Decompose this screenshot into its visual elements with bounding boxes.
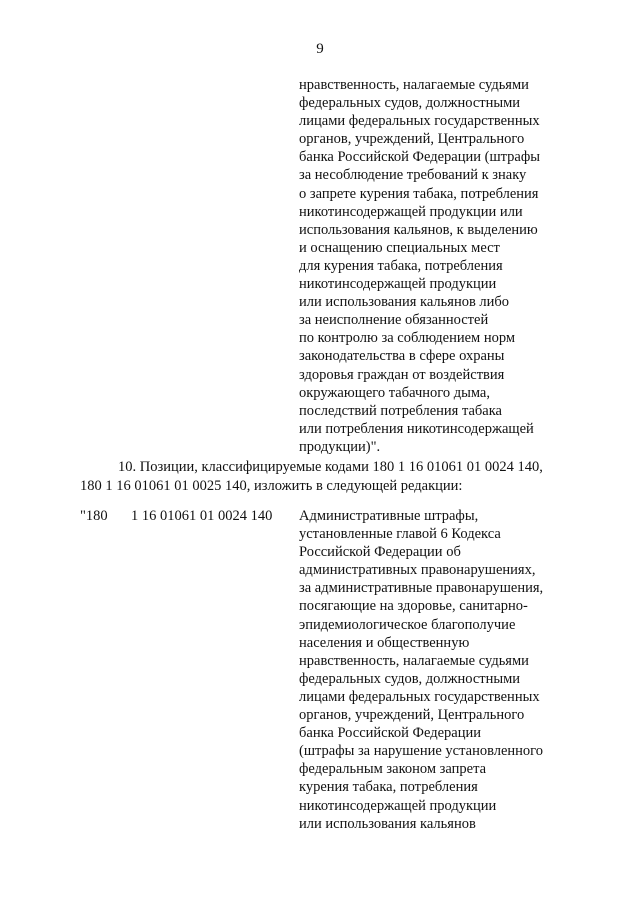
new-entry-description: Административные штрафы, установленные главой 6 Кодекса Российской Федерации об административных правонарушениях, за административные правонарушения, посягающие на здоровье, санитарно- эпидемиологическое благополучие населения и общественную нравственность, налагаемые судьями федеральных судов, должностными лицами федеральных государственных органов, учреждений, Центрального банка Российской Федерации (штрафы за нарушение установленного федеральным законом запрета курения табака, потребления никотинсодержащей продукции или использования кальянов (299, 508, 544, 832)
budget-classification-code: 1 16 01061 01 0024 140 (131, 508, 273, 524)
paragraph-10 (80, 458, 580, 495)
chapter-code: "180 (80, 508, 108, 524)
previous-entry-description-continuation: нравственность, налагаемые судьями федеральных судов, должностными лицами федеральных государственных органов, учреждений, Центрального банка Российской Федерации (штрафы за несоблюдение требований к знаку о запрете курения табака, потребления никотинсодержащей продукции или использования кальянов, к выделению и оснащению специальных мест для курения табака, потребления никотинсодержащей продукции или использования кальянов либо за неисполнение обязанностей по контролю за соблюдением норм законодательства в сфере охраны здоровья граждан от воздействия окружающего табачного дыма, последствий потребления табака или потребления никотинсодержащей продукции)". (299, 77, 540, 455)
paragraph-10-line-1: 10. Позиции, классифицируемые кодами 180 1 16 01061 01 0024 140, (118, 459, 543, 475)
page-number: 9 (316, 41, 324, 57)
paragraph-10-line-2: 180 1 16 01061 01 0025 140, изложить в следующей редакции: (80, 477, 463, 494)
